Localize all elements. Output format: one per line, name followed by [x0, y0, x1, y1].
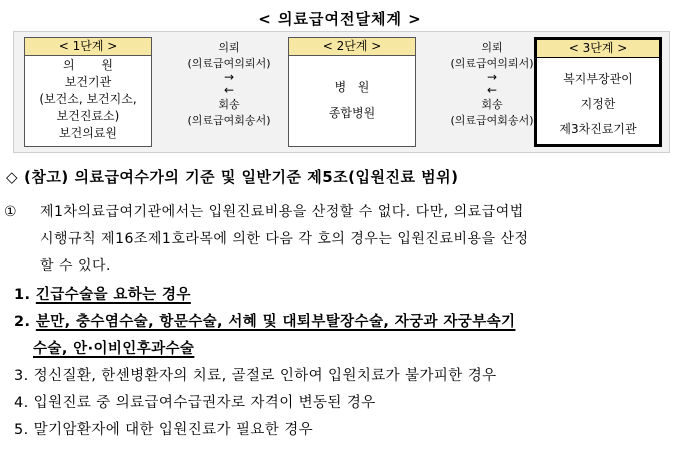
- stage-1-box: [24, 37, 152, 147]
- paragraph-line: 할 수 있다.: [40, 258, 111, 274]
- section-heading: [6, 166, 459, 187]
- list-item-number: 2.: [14, 314, 31, 330]
- stage-2-box: [288, 37, 416, 147]
- stage-1-line: 보건의료원: [59, 126, 117, 140]
- transfer-1-2: [154, 40, 304, 128]
- left-arrow-icon: ←: [486, 83, 498, 97]
- page-title: < 의료급여전달체계 >: [258, 10, 422, 28]
- stage-1-line: 의 원: [63, 58, 113, 72]
- stage-3-line: 지정한: [580, 97, 616, 111]
- list-item: [14, 417, 674, 444]
- stage-1-line: 보건진료소): [56, 109, 120, 123]
- stage-2-line: 종합병원: [328, 106, 376, 120]
- paragraph-line: 제1차의료급여기관에서는 입원진료비용을 산정할 수 없다. 다만, 의료급여법: [40, 204, 524, 220]
- list-item: [14, 309, 674, 336]
- delivery-system-diagram: [13, 31, 670, 153]
- list-item-number: 3.: [14, 368, 29, 384]
- list-item-text: 긴급수술을 요하는 경우: [35, 287, 191, 303]
- section-heading-text: (참고) 의료급여수가의 기준 및 일반기준 제5조(입원진료 범위): [24, 168, 459, 186]
- return-label: 회송: [481, 98, 503, 111]
- list-item-text: 말기암환자에 대한 입원진료가 필요한 경우: [33, 422, 314, 438]
- stage-3-box: [534, 37, 662, 147]
- stage-1-line: (보건소, 보건지소,: [39, 92, 137, 106]
- stage-2-line: 병 원: [334, 80, 370, 94]
- list-item-number: 4.: [14, 395, 29, 411]
- refer-label: 의뢰: [218, 41, 240, 54]
- list-item-number: 5.: [14, 422, 29, 438]
- list-item: [14, 282, 674, 309]
- list-item-text: 입원진료 중 의료급여수급권자로 자격이 변동된 경우: [33, 395, 376, 411]
- return-doc-label: (의료급여회송서): [450, 113, 534, 127]
- stage-1-label: < 1단계 >: [25, 38, 151, 56]
- paragraph-line: 시행규칙 제16조제1호라목에 의한 다음 각 호의 경우는 입원진료비용을 산정: [40, 231, 529, 247]
- refer-label: 의뢰: [481, 41, 503, 54]
- refer-doc-label: (의료급여의뢰서): [187, 56, 271, 70]
- stage-3-label: < 3단계 >: [537, 40, 659, 58]
- left-arrow-icon: ←: [223, 83, 235, 97]
- list-item-text: 정신질환, 한센병환자의 치료, 골절로 인하여 입원치료가 불가피한 경우: [33, 368, 497, 384]
- stage-2-label: < 2단계 >: [289, 38, 415, 56]
- stage-3-line: 복지부장관이: [563, 72, 633, 86]
- rule-paragraph: [4, 199, 674, 280]
- right-arrow-icon: →: [486, 70, 498, 84]
- refer-doc-label: (의료급여의뢰서): [450, 56, 534, 70]
- list-item: [14, 363, 674, 390]
- return-doc-label: (의료급여회송서): [187, 113, 271, 127]
- stage-3-line: 제3차진료기관: [559, 122, 637, 136]
- right-arrow-icon: →: [223, 70, 235, 84]
- admission-case-list: [14, 282, 674, 444]
- list-item-text: 수술, 안·이비인후과수술: [33, 341, 195, 357]
- list-item-text: 분만, 충수염수술, 항문수술, 서혜 및 대퇴부탈장수술, 자궁과 자궁부속기: [35, 314, 516, 330]
- stage-1-line: 보건기관: [64, 75, 112, 89]
- list-item: [14, 390, 674, 417]
- circled-one-marker: ①: [4, 204, 17, 220]
- list-item-continuation: [14, 336, 674, 363]
- return-label: 회송: [218, 98, 240, 111]
- diamond-icon: ◇: [6, 168, 19, 186]
- list-item-number: 1.: [14, 287, 31, 303]
